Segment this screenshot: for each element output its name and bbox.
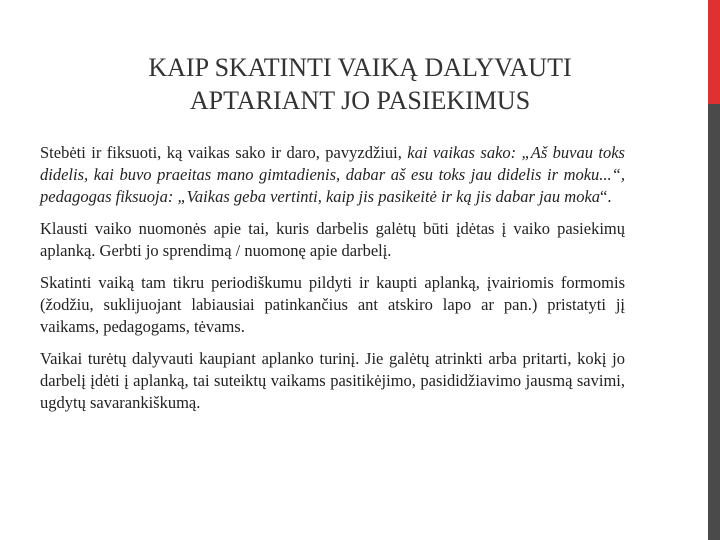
title-line-1: KAIP SKATINTI VAIKĄ DALYVAUTI	[148, 53, 572, 82]
paragraph-1-italic: kai vaikas sako: „Aš buvau toks didelis, kai buvo praeitas mano gimtadienis, dabar aš esu toks jau didelis ir moku...“, pedagogas fiksuoja: „Vaikas geba vertinti, kaip jis pasikeitė ir ką jis dabar jau moka	[40, 143, 625, 206]
paragraph-1-text: Stebėti ir fiksuoti, ką vaikas sako ir daro, pavyzdžiui,	[40, 143, 408, 162]
slide-body	[40, 142, 625, 424]
side-bar-accent	[708, 0, 720, 104]
paragraph-3: Skatinti vaiką tam tikru periodiškumu pildyti ir kaupti aplanką, įvairiomis formomis (žodžiu, suklijuojant labiausiai patinkančius ant atskiro lapo ar pan.) pristatyti jį vaikams, pedagogams, tėvams.	[40, 273, 625, 336]
paragraph-2: Klausti vaiko nuomonės apie tai, kuris darbelis galėtų būti įdėtas į vaiko pasiekimų aplanką. Gerbti jo sprendimą / nuomonę apie darbelį.	[40, 219, 625, 260]
title-line-2: APTARIANT JO PASIEKIMUS	[189, 86, 531, 115]
paragraph-1	[40, 142, 625, 208]
slide-title	[60, 51, 660, 117]
paragraph-1-end: “.	[600, 187, 612, 206]
paragraph-4: Vaikai turėtų dalyvauti kaupiant aplanko turinį. Jie galėtų atrinkti arba pritarti, kokį jo darbelį įdėti į aplanką, tai suteiktų vaikams pasitikėjimo, pasididžiavimo jausmą savimi, ugdytų savarankiškumą.	[40, 349, 625, 412]
